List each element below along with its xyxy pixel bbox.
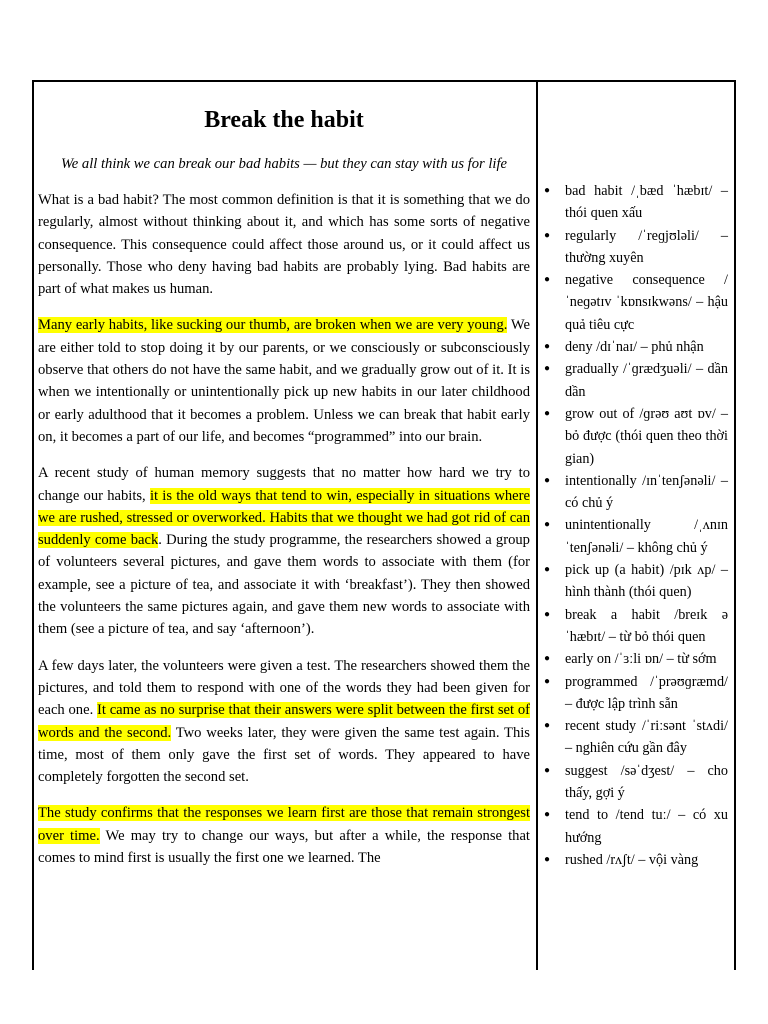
article-body xyxy=(38,189,530,869)
vocabulary-item: ● rushed /rʌʃt/ – vội vàng xyxy=(540,849,732,871)
vocabulary-column xyxy=(540,180,732,871)
vocabulary-item: ● pick up (a habit) /pɪk ʌp/ – hình thành (thói quen) xyxy=(540,559,732,604)
vocabulary-item: ● break a habit /breɪk ə ˈhæbɪt/ – từ bỏ thói quen xyxy=(540,604,732,649)
paragraph-text: . During the study programme, the researchers showed a group of volunteers several pictures, and gave them words to associate with them (for example, see a picture of tea, and associate it with ‘breakfast’). They then showed the volunteers the same pictures again, and gave them new words to associate with them (see a picture of tea, and say ‘afternoon’). xyxy=(38,532,530,638)
highlighted-text: The study confirms that the responses we learn first are those that remain strongest over time. xyxy=(38,805,530,844)
vocabulary-item: ● suggest /səˈdʒest/ – cho thấy, gợi ý xyxy=(540,760,732,805)
paragraph-text: What is a bad habit? The most common definition is that it is something that we do regularly, almost without thinking about it, and which has some sorts of negative consequence. This consequence could affect those around us, or it could affect us personally. Those who deny having bad habits are probably lying. Bad habits are part of what makes us human. xyxy=(38,192,530,298)
article-paragraph-5 xyxy=(38,802,530,869)
highlighted-text: it is the old ways that tend to win, especially in situations where we are rushed, stressed or overworked. Habits that we thought we had got rid of can suddenly come back xyxy=(38,487,531,549)
vocabulary-item: ● programmed /ˈprəʊɡræmd/ – được lập trình sẵn xyxy=(540,671,732,716)
vocabulary-item: ● bad habit /ˌbæd ˈhæbɪt/ – thói quen xấu xyxy=(540,180,732,225)
highlighted-text: Many early habits, like sucking our thumb, are broken when we are very young. xyxy=(38,317,508,334)
article-paragraph-1 xyxy=(38,189,530,300)
column-divider xyxy=(536,80,538,970)
vocabulary-item: ● recent study /ˈriːsənt ˈstʌdi/ – nghiên cứu gần đây xyxy=(540,715,732,760)
vocabulary-item: ● gradually /ˈɡrædʒuəli/ – dần dần xyxy=(540,358,732,403)
article-column xyxy=(38,100,530,883)
article-paragraph-2 xyxy=(38,314,530,448)
vocabulary-item: ● regularly /ˈreɡjʊləli/ – thường xuyên xyxy=(540,225,732,270)
article-subtitle: We all think we can break our bad habits — but they can stay with us for life xyxy=(60,156,507,172)
paragraph-text: We are either told to stop doing it by our parents, or we consciously or subconsciously observe that others do not have the same habit, and we gradually grow out of it. It is when we intentionally or unintentionally pick up new habits in our later childhood or early adulthood that it becomes a problem. Unless we can break that habit early on, it becomes a part of our life, and becomes “programmed” into our brain. xyxy=(38,317,530,445)
paragraph-text: A recent study of human memory suggests that no matter how hard we try to change our habits, xyxy=(38,465,530,504)
vocabulary-item: ● grow out of /ɡrəʊ aʊt ɒv/ – bỏ được (thói quen theo thời gian) xyxy=(540,403,732,470)
paragraph-text: Two weeks later, they were given the same test again. This time, most of them only gave the first set of words. They appeared to have completely forgotten the second set. xyxy=(38,724,530,786)
highlighted-text: It came as no surprise that their answers were split between the first set of words and the second. xyxy=(38,702,531,741)
vocabulary-item: ● intentionally /ɪnˈtenʃənəli/ – có chủ ý xyxy=(540,470,732,515)
vocabulary-item: ● negative consequence /ˈneɡətɪv ˈkɒnsɪkwəns/ – hậu quả tiêu cực xyxy=(540,269,732,336)
article-title: Break the habit xyxy=(204,107,364,133)
vocabulary-item: ● tend to /tend tuː/ – có xu hướng xyxy=(540,804,732,849)
vocabulary-item: ● deny /dɪˈnaɪ/ – phủ nhận xyxy=(540,336,732,358)
vocabulary-item: ● unintentionally /ˌʌnɪnˈtenʃənəli/ – không chủ ý xyxy=(540,514,732,559)
paragraph-text: We may try to change our ways, but after a while, the response that comes to mind first is usually the first one we learned. The xyxy=(38,827,530,867)
article-paragraph-3 xyxy=(38,462,530,640)
vocabulary-item: ● early on /ˈɜːli ɒn/ – từ sớm xyxy=(540,648,732,670)
article-paragraph-4 xyxy=(38,655,530,789)
paragraph-text: A few days later, the volunteers were given a test. The researchers showed them the pictures, and told them to respond with one of the words they had been given for each one. xyxy=(38,657,530,719)
vocabulary-list xyxy=(540,180,732,871)
